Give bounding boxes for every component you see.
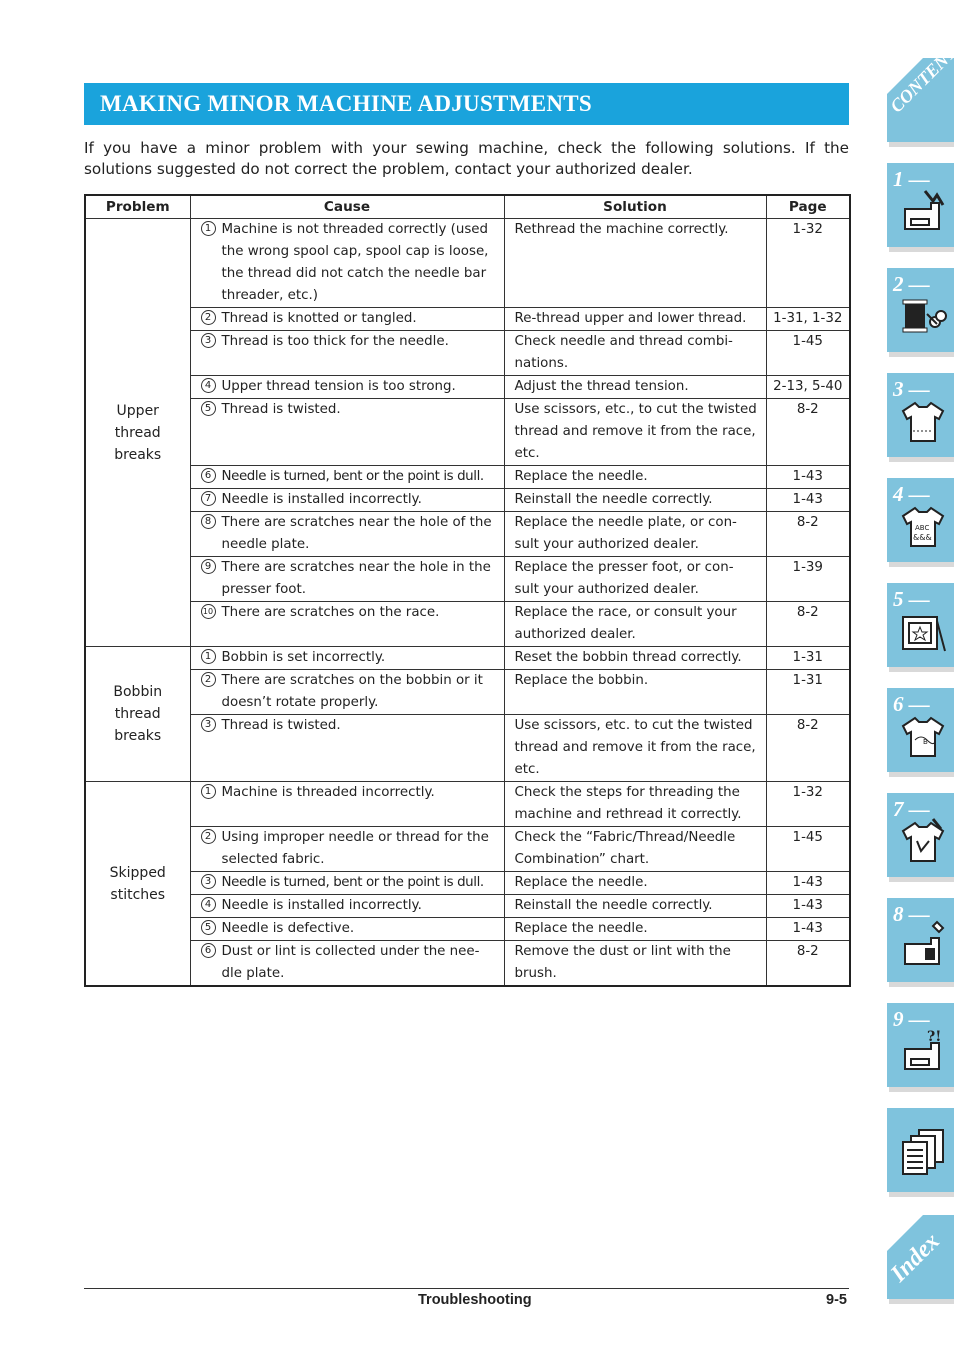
tab-chapter-8-label: 8 — (893, 902, 930, 926)
cause-number (201, 602, 222, 624)
cause-cell (190, 489, 504, 512)
thread-spool-scissors-icon (899, 288, 947, 340)
problem-cell (85, 219, 190, 647)
cause-number-badge: 4 (201, 378, 216, 393)
header-cause: Cause (190, 195, 504, 219)
solution-cell: Reinstall the needle correctly. (504, 895, 766, 918)
problem-cell (85, 782, 190, 987)
tab-chapter-9[interactable] (887, 1003, 954, 1087)
cause-cell (190, 715, 504, 782)
section-header-bar (84, 83, 849, 125)
cause-text: Thread is too thick for the needle. (221, 334, 449, 349)
problem-label: Upper thread breaks (114, 402, 162, 463)
table-row (85, 376, 850, 399)
cause-number (201, 715, 222, 737)
page-reference: 1-31 (766, 647, 850, 670)
cause-cell (190, 918, 504, 941)
tab-shadow (889, 142, 954, 147)
page-reference: 2-13, 5-40 (766, 376, 850, 399)
tab-chapter-6-label: 6 — (893, 692, 930, 716)
shirt-design-icon (899, 708, 947, 760)
tab-chapter-4[interactable] (887, 478, 954, 562)
cause-cell (190, 827, 504, 872)
cause-number-badge: 5 (201, 401, 216, 416)
solution-cell: Use scissors, etc., to cut the twisted thread and remove it from the race, etc. (504, 399, 766, 466)
cause-number (201, 331, 222, 353)
cause-number (201, 219, 222, 307)
table-header-row (85, 195, 850, 219)
solution-cell: Adjust the thread tension. (504, 376, 766, 399)
cause-cell (190, 376, 504, 399)
cause-number-badge: 1 (201, 784, 216, 799)
tab-shadow (889, 247, 954, 252)
problem-label: Skipped stitches (109, 864, 166, 903)
cause-cell (190, 670, 504, 715)
page-reference: 8-2 (766, 512, 850, 557)
cause-number-badge: 10 (201, 604, 216, 619)
embroidery-frame-icon (899, 603, 947, 655)
solution-cell: Replace the needle plate, or con-sult your authorized dealer. (504, 512, 766, 557)
solution-cell: Replace the needle. (504, 872, 766, 895)
tab-shadow (889, 1087, 954, 1092)
document-pages-icon (899, 1124, 947, 1176)
solution-cell: Re-thread upper and lower thread. (504, 308, 766, 331)
page-reference: 1-43 (766, 918, 850, 941)
tab-chapter-3-label: 3 — (893, 377, 930, 401)
tab-chapter-3[interactable] (887, 373, 954, 457)
solution-cell: Replace the presser foot, or con-sult your authorized dealer. (504, 557, 766, 602)
tab-shadow (889, 457, 954, 462)
table-row (85, 602, 850, 647)
page-reference: 1-31 (766, 670, 850, 715)
tab-chapter-4-label: 4 — (893, 482, 930, 506)
tab-chapter-1-label: 1 — (893, 167, 930, 191)
cause-number-badge: 1 (201, 649, 216, 664)
cause-cell (190, 466, 504, 489)
table-row (85, 782, 850, 827)
cause-cell (190, 308, 504, 331)
cause-number (201, 827, 222, 871)
footer-page-number: 9-5 (826, 1292, 847, 1308)
page-reference: 1-43 (766, 872, 850, 895)
cause-text: There are scratches near the hole in the presser foot. (221, 560, 491, 597)
cause-cell (190, 895, 504, 918)
page-reference: 1-45 (766, 331, 850, 376)
cause-cell (190, 399, 504, 466)
cause-text: Dust or lint is collected under the nee-dle plate. (221, 944, 480, 981)
cause-cell (190, 782, 504, 827)
tab-shadow (889, 562, 954, 567)
shirt-abc-icon (899, 498, 947, 550)
tab-index-label: Index (885, 1228, 945, 1288)
solution-cell: Rethread the machine correctly. (504, 219, 766, 308)
cause-number (201, 872, 222, 894)
page-reference: 1-32 (766, 782, 850, 827)
cause-number-badge: 8 (201, 514, 216, 529)
page-title: MAKING MINOR MACHINE ADJUSTMENTS (100, 91, 592, 116)
solution-cell: Replace the bobbin. (504, 670, 766, 715)
solution-cell: Remove the dust or lint with the brush. (504, 941, 766, 987)
tab-shadow (889, 982, 954, 987)
troubleshooting-table (84, 194, 851, 987)
cause-number-badge: 7 (201, 491, 216, 506)
table-row (85, 647, 850, 670)
tab-chapter-7[interactable] (887, 793, 954, 877)
cause-number (201, 647, 222, 669)
table-row (85, 399, 850, 466)
shirt-stitch-icon (899, 393, 947, 445)
cause-number-badge: 2 (201, 829, 216, 844)
cause-number (201, 399, 222, 421)
cause-text: Needle is installed incorrectly. (221, 898, 422, 913)
tab-chapter-5[interactable] (887, 583, 954, 667)
table-body (85, 219, 850, 987)
page-reference: 1-43 (766, 895, 850, 918)
shirt-edit-icon (899, 813, 947, 865)
cause-cell (190, 602, 504, 647)
cause-number (201, 557, 222, 601)
cause-number-badge: 2 (201, 310, 216, 325)
cause-cell (190, 512, 504, 557)
cause-number-badge: 1 (201, 221, 216, 236)
tab-chapter-9-label: 9 — (893, 1007, 930, 1031)
cause-number (201, 782, 222, 804)
table-row (85, 872, 850, 895)
cause-cell (190, 219, 504, 308)
solution-cell: Replace the needle. (504, 466, 766, 489)
page-reference: 1-32 (766, 219, 850, 308)
tab-appendix[interactable] (887, 1108, 954, 1192)
page-reference: 1-39 (766, 557, 850, 602)
page-reference: 8-2 (766, 715, 850, 782)
page-reference: 1-45 (766, 827, 850, 872)
tab-contents[interactable] (886, 34, 968, 142)
cause-text: Machine is not threaded correctly (used the wrong spool cap, spool cap is loose, the thread did not catch the needle bar threader, etc.) (221, 222, 489, 303)
svg-text:ABC: ABC (915, 524, 930, 532)
sewing-machine-threading-icon (899, 183, 947, 235)
cause-text: There are scratches on the bobbin or it doesn’t rotate properly. (221, 673, 483, 710)
table-row (85, 715, 850, 782)
cause-cell (190, 872, 504, 895)
table-row (85, 331, 850, 376)
cause-number (201, 918, 222, 940)
cause-number (201, 670, 222, 714)
tab-chapter-6[interactable] (887, 688, 954, 772)
cause-number-badge: 5 (201, 920, 216, 935)
tab-shadow (889, 877, 954, 882)
tab-shadow (889, 352, 954, 357)
page-reference: 1-43 (766, 489, 850, 512)
cause-number-badge: 6 (201, 468, 216, 483)
solution-cell: Use scissors, etc. to cut the twisted thread and remove it from the race, etc. (504, 715, 766, 782)
tab-chapter-2[interactable] (887, 268, 954, 352)
sewing-machine-maintenance-icon (899, 918, 947, 970)
table-row (85, 219, 850, 308)
cause-text: Using improper needle or thread for the selected fabric. (221, 830, 489, 867)
cause-text: Needle is installed incorrectly. (221, 492, 422, 507)
table-row (85, 512, 850, 557)
cause-cell (190, 557, 504, 602)
solution-cell: Reset the bobbin thread correctly. (504, 647, 766, 670)
tab-shadow (889, 1192, 954, 1197)
cause-number (201, 512, 222, 556)
tab-index[interactable] (887, 1215, 954, 1299)
tab-shadow (889, 1299, 954, 1304)
cause-number (201, 941, 222, 985)
table-row (85, 895, 850, 918)
cause-number-badge: 2 (201, 672, 216, 687)
tab-chapter-7-label: 7 — (893, 797, 930, 821)
svg-text:&&&: &&& (913, 533, 932, 542)
intro-paragraph: If you have a minor problem with your sewing machine, check the following solutions. If the solutions suggested do not correct the problem, contact your authorized dealer. (84, 139, 849, 178)
cause-number-badge: 3 (201, 717, 216, 732)
cause-text: Thread is knotted or tangled. (221, 311, 417, 326)
header-page: Page (766, 195, 850, 219)
table-row (85, 670, 850, 715)
cause-text: Bobbin is set incorrectly. (221, 650, 386, 665)
cause-text: There are scratches on the race. (221, 605, 440, 620)
cause-text: There are scratches near the hole of the needle plate. (221, 515, 492, 552)
cause-number (201, 895, 222, 917)
solution-cell: Check the “Fabric/Thread/Needle Combination” chart. (504, 827, 766, 872)
table-row (85, 827, 850, 872)
page-reference: 1-43 (766, 466, 850, 489)
header-solution: Solution (504, 195, 766, 219)
cause-text: Needle is turned, bent or the point is dull. (221, 875, 484, 890)
tab-chapter-1[interactable] (887, 163, 954, 247)
cause-cell (190, 647, 504, 670)
page-reference: 8-2 (766, 602, 850, 647)
table-row (85, 489, 850, 512)
svg-text:B: B (923, 738, 928, 746)
cause-text: Thread is twisted. (221, 402, 341, 417)
cause-text: Thread is twisted. (221, 718, 341, 733)
table-row (85, 466, 850, 489)
table-row (85, 557, 850, 602)
tab-chapter-2-label: 2 — (893, 272, 930, 296)
cause-cell (190, 331, 504, 376)
cause-text: Needle is defective. (221, 921, 355, 936)
tab-contents-label: CONTENTS (886, 34, 968, 117)
page-reference: 8-2 (766, 399, 850, 466)
problem-label: Bobbin thread breaks (113, 684, 163, 744)
cause-number-badge: 3 (201, 333, 216, 348)
cause-text: Machine is threaded incorrectly. (221, 785, 435, 800)
tab-shadow (889, 667, 954, 672)
problem-cell (85, 647, 190, 782)
solution-cell: Reinstall the needle correctly. (504, 489, 766, 512)
footer-rule (84, 1288, 849, 1289)
cause-number-badge: 9 (201, 559, 216, 574)
page-reference: 1-31, 1-32 (766, 308, 850, 331)
cause-number (201, 376, 222, 398)
svg-text:?!: ?! (927, 1029, 942, 1045)
footer-section-title: Troubleshooting (418, 1292, 532, 1308)
solution-cell: Replace the needle. (504, 918, 766, 941)
solution-cell: Check needle and thread combi-nations. (504, 331, 766, 376)
solution-cell: Replace the race, or consult your authorized dealer. (504, 602, 766, 647)
table-row (85, 941, 850, 987)
cause-number (201, 489, 222, 511)
cause-cell (190, 941, 504, 987)
header-problem: Problem (85, 195, 190, 219)
cause-number-badge: 3 (201, 874, 216, 889)
table-row (85, 308, 850, 331)
tab-chapter-5-label: 5 — (893, 587, 930, 611)
cause-text: Needle is turned, bent or the point is dull. (221, 469, 484, 484)
table-row (85, 918, 850, 941)
cause-text: Upper thread tension is too strong. (221, 379, 456, 394)
solution-cell: Check the steps for threading the machine and rethread it correctly. (504, 782, 766, 827)
cause-number (201, 466, 222, 488)
page-reference: 8-2 (766, 941, 850, 987)
sewing-machine-troubleshoot-icon (899, 1023, 947, 1075)
tab-shadow (889, 772, 954, 777)
cause-number-badge: 4 (201, 897, 216, 912)
cause-number (201, 308, 222, 330)
tab-chapter-8[interactable] (887, 898, 954, 982)
cause-number-badge: 6 (201, 943, 216, 958)
